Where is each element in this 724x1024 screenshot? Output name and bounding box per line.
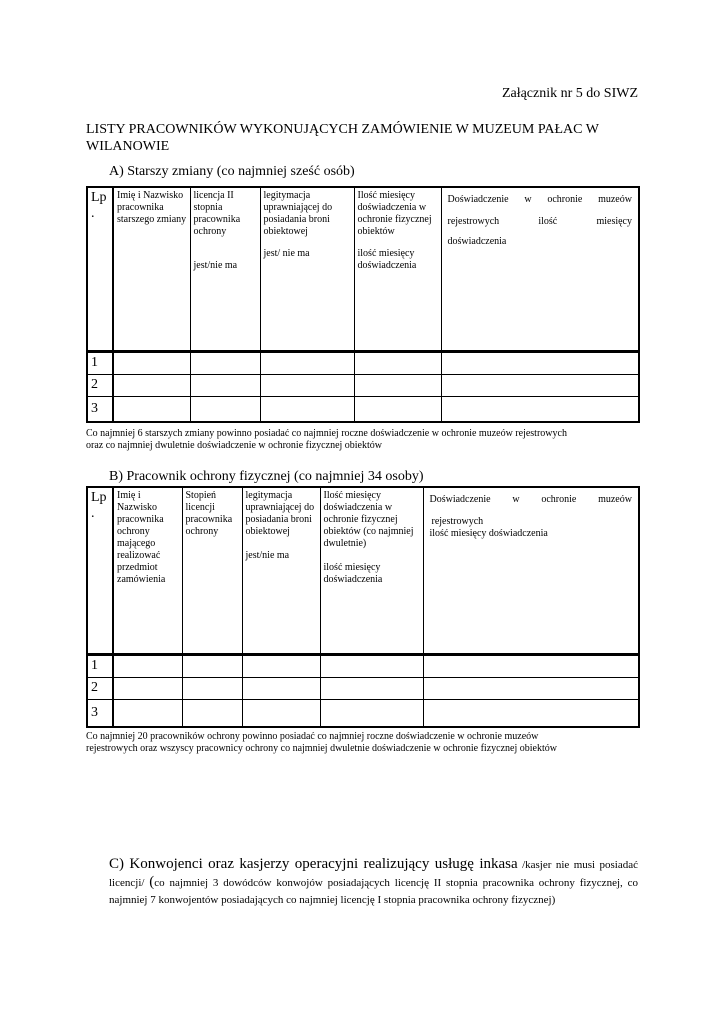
table-cell[interactable]	[182, 654, 242, 677]
exp-word: Doświadczenie	[429, 494, 491, 505]
col-weapon-note: jest/nie ma	[245, 550, 290, 561]
section-a-table	[86, 186, 640, 423]
exp-word: doświadczenia	[447, 236, 507, 247]
annex-label: Załącznik nr 5 do SIWZ	[501, 86, 638, 101]
row-number: 2	[87, 677, 113, 699]
table-row	[87, 677, 639, 699]
table-cell[interactable]	[113, 654, 182, 677]
col-name-header: Imię i Nazwisko pracownika starszego zmiany	[113, 187, 190, 351]
table-row	[87, 374, 639, 396]
col-months-header	[320, 487, 423, 654]
exp-word: w	[512, 494, 520, 505]
section-c-paren: (	[149, 874, 155, 890]
row-number: 3	[87, 699, 113, 727]
table-cell[interactable]	[190, 396, 260, 422]
col-weapon-header	[260, 187, 354, 351]
exp-word: rejestrowych	[447, 216, 500, 227]
table-cell[interactable]	[260, 374, 354, 396]
col-weapon-label: legitymacja uprawniającej do posiadania broni obiektowej	[245, 490, 315, 537]
exp-line: ilość miesięcy doświadczenia	[429, 528, 548, 539]
col-weapon-label: legitymacja uprawniającej do posiadania broni obiektowej	[263, 190, 333, 237]
section-a-note	[86, 428, 646, 452]
exp-word: Doświadczenie	[447, 194, 509, 205]
exp-word: muzeów	[598, 194, 632, 205]
table-cell[interactable]	[441, 351, 639, 374]
row-number: 1	[87, 351, 113, 374]
table-cell[interactable]	[182, 699, 242, 727]
note-line: Co najmniej 6 starszych zmiany powinno posiadać co najmniej roczne doświadczenie w ochronie muzeów rejestrowych	[86, 428, 567, 439]
table-cell[interactable]	[354, 374, 441, 396]
table-row	[87, 654, 639, 677]
table-cell[interactable]	[423, 677, 639, 699]
section-c-rest: co najmniej 3 dowódców konwojów posiadających licencję II stopnia pracownika ochrony fizycznej, co najmniej 7 konwojentów posiadających co najmniej licencję I stopnia pracownika ochrony fizycznej)	[109, 877, 638, 906]
table-cell[interactable]	[320, 699, 423, 727]
table-cell[interactable]	[113, 677, 182, 699]
exp-word: ochronie	[547, 194, 583, 205]
col-experience-header	[423, 487, 639, 654]
col-experience-header	[441, 187, 639, 351]
exp-word: ochronie	[541, 494, 577, 505]
table-cell[interactable]	[190, 351, 260, 374]
table-cell[interactable]	[260, 396, 354, 422]
col-weapon-note: jest/ nie ma	[263, 248, 310, 259]
section-b-heading: B) Pracownik ochrony fizycznej (co najmniej 34 osoby)	[109, 469, 424, 484]
table-row	[87, 699, 639, 727]
note-line: oraz co najmniej dwuletnie doświadczenie w ochronie fizycznej obiektów	[86, 440, 382, 451]
table-cell[interactable]	[242, 677, 320, 699]
col-name-header: Imię i Nazwisko pracownika ochrony mającego realizować przedmiot zamówienia	[113, 487, 182, 654]
exp-word: miesięcy	[596, 216, 632, 227]
table-cell[interactable]	[354, 396, 441, 422]
col-weapon-header	[242, 487, 320, 654]
table-cell[interactable]	[190, 374, 260, 396]
col-lp-header: Lp .	[87, 487, 113, 654]
table-cell[interactable]	[423, 699, 639, 727]
col-license-label: licencja II stopnia pracownika ochrony	[193, 190, 241, 237]
table-row	[87, 351, 639, 374]
col-months-label: Ilość miesięcy doświadczenia w ochronie fizycznej obiektów (co najmniej dwuletnie)	[323, 490, 414, 549]
table-cell[interactable]	[354, 351, 441, 374]
row-number: 1	[87, 654, 113, 677]
table-row	[87, 396, 639, 422]
section-c-paragraph	[109, 856, 638, 909]
table-cell[interactable]	[242, 654, 320, 677]
exp-word: ilość	[538, 216, 558, 227]
col-license-header: Stopień licencji pracownika ochrony	[182, 487, 242, 654]
col-license-note: jest/nie ma	[193, 260, 238, 271]
table-cell[interactable]	[113, 699, 182, 727]
table-cell[interactable]	[320, 654, 423, 677]
exp-line: rejestrowych	[431, 516, 484, 527]
section-c-kasjer: /kasjer nie musi posiadać licencji/	[109, 859, 638, 889]
col-license-header	[190, 187, 260, 351]
note-line: rejestrowych oraz wszyscy pracownicy ochrony co najmniej dwuletnie doświadczenie w ochronie fizycznej obiektów	[86, 743, 557, 754]
section-c-heading: C) Konwojenci oraz kasjerzy operacyjni realizujący usługę inkasa	[109, 856, 518, 872]
row-number: 2	[87, 374, 113, 396]
section-a-heading: A) Starszy zmiany (co najmniej sześć osób)	[109, 164, 355, 179]
col-months-note: ilość miesięcy doświadczenia	[323, 562, 383, 585]
note-line: Co najmniej 20 pracowników ochrony powinno posiadać co najmniej roczne doświadczenie w ochronie muzeów	[86, 731, 539, 742]
section-b-table	[86, 486, 640, 728]
col-months-header	[354, 187, 441, 351]
table-cell[interactable]	[441, 396, 639, 422]
exp-word: muzeów	[598, 494, 632, 505]
col-months-note: ilość miesięcy doświadczenia	[357, 248, 417, 271]
document-title: LISTY PRACOWNIKÓW WYKONUJĄCYCH ZAMÓWIENIE W MUZEUM PAŁAC W WILANOWIE	[86, 122, 599, 154]
table-cell[interactable]	[113, 396, 190, 422]
col-lp-header: Lp .	[87, 187, 113, 351]
table-cell[interactable]	[423, 654, 639, 677]
table-cell[interactable]	[182, 677, 242, 699]
table-cell[interactable]	[242, 699, 320, 727]
col-months-label: Ilość miesięcy doświadczenia w ochronie fizycznej obiektów	[357, 190, 432, 237]
table-cell[interactable]	[441, 374, 639, 396]
section-b-note	[86, 731, 646, 755]
table-cell[interactable]	[260, 351, 354, 374]
table-cell[interactable]	[320, 677, 423, 699]
exp-word: w	[524, 194, 532, 205]
row-number: 3	[87, 396, 113, 422]
table-cell[interactable]	[113, 374, 190, 396]
table-cell[interactable]	[113, 351, 190, 374]
